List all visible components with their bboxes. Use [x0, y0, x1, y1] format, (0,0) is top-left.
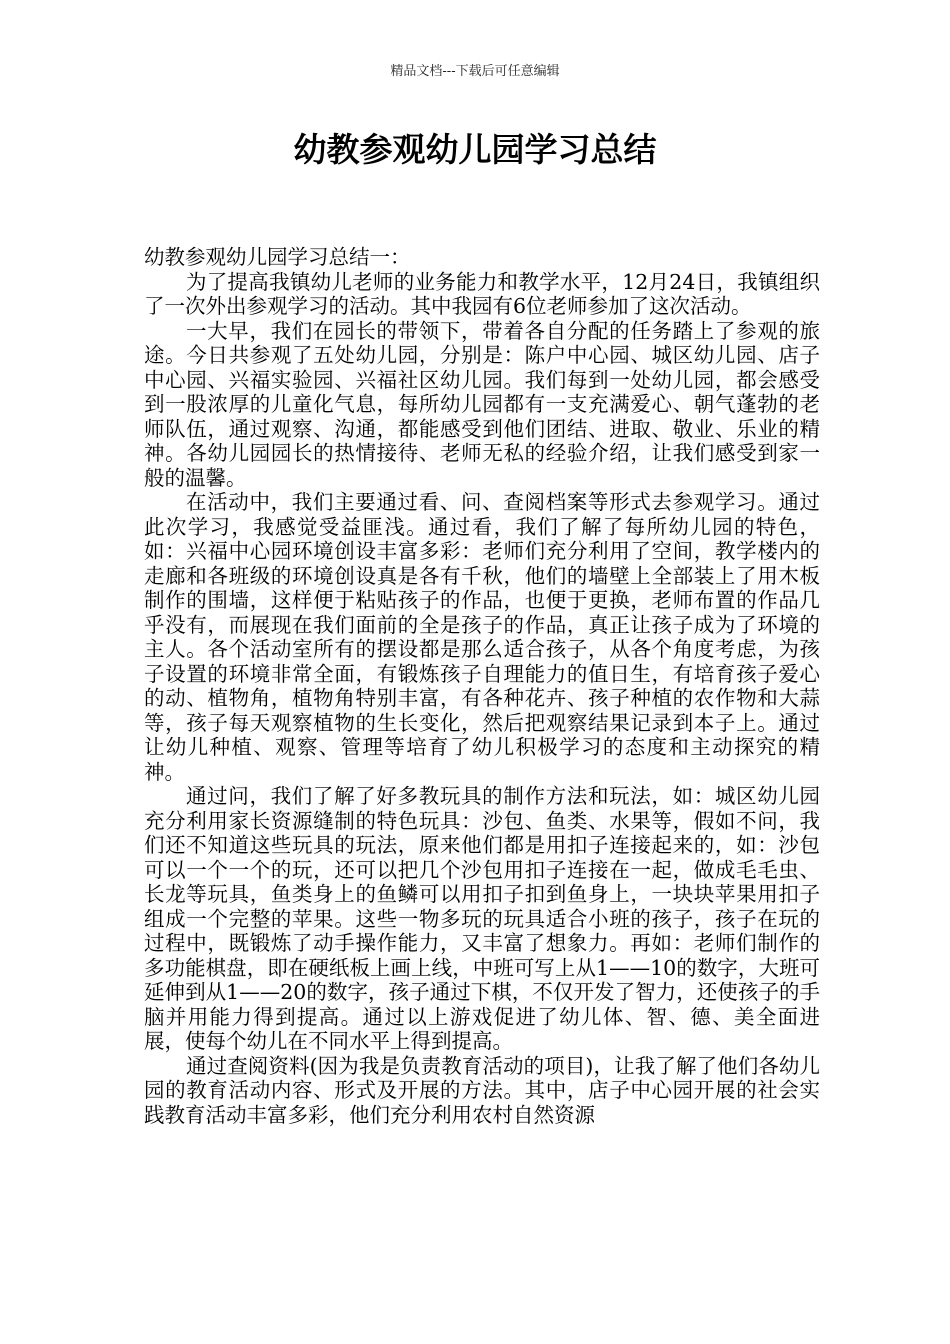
- page-header-note: 精品文档---下载后可任意编辑: [390, 64, 560, 79]
- paragraph-5: 通过查阅资料(因为我是负责教育活动的项目)，让我了解了他们各幼儿园的教育活动内容、形式及开展的方法。其中，店子中心园开展的社会实践教育活动丰富多彩，他们充分利用农村自然资源: [144, 1053, 820, 1127]
- section-heading: 幼教参观幼儿园学习总结一：: [144, 245, 411, 269]
- paragraph-3: 在活动中，我们主要通过看、问、查阅档案等形式去参观学习。通过此次学习，我感觉受益匪浅。通过看，我们了解了每所幼儿园的特色，如：兴福中心园环境创设丰富多彩：老师们充分利用了空间，教学楼内的走廊和各班级的环境创设真是各有千秋，他们的墙壁上全部装上了用木板制作的围墙，这样便于粘贴孩子的作品，也便于更换，老师布置的作品几乎没有，而展现在我们面前的全是孩子的作品，真正让孩子成为了环境的主人。各个活动室所有的摆设都是那么适合孩子，从各个角度考虑，为孩子设置的环境非常全面，有锻炼孩子自理能力的值日生，有培育孩子爱心的动、植物角，植物角特别丰富，有各种花卉、孩子种植的农作物和大蒜等，孩子每天观察植物的生长变化，然后把观察结果记录到本子上。通过让幼儿种植、观察、管理等培育了幼儿积极学习的态度和主动探究的精神。: [144, 490, 820, 784]
- document-title: 幼教参观幼儿园学习总结: [293, 130, 657, 169]
- paragraph-4: 通过问，我们了解了好多教玩具的制作方法和玩法，如：城区幼儿园充分利用家长资源缝制的特色玩具：沙包、鱼类、水果等，假如不问，我们还不知道这些玩具的玩法，原来他们都是用扣子连接起来的，如：沙包可以一个一个的玩，还可以把几个沙包用扣子连接在一起，做成毛毛虫、长龙等玩具，鱼类身上的鱼鳞可以用扣子扣到鱼身上，一块块苹果用扣子组成一个完整的苹果。这些一物多玩的玩具适合小班的孩子，孩子在玩的过程中，既锻炼了动手操作能力，又丰富了想象力。再如：老师们制作的多功能棋盘，即在硬纸板上画上线，中班可写上从1——10的数字，大班可延伸到从1——20的数字，孩子通过下棋，不仅开发了智力，还使孩子的手脑并用能力得到提高。通过以上游戏促进了幼儿体、智、德、美全面进展，使每个幼儿在不同水平上得到提高。: [144, 784, 820, 1053]
- paragraph-2: 一大早，我们在园长的带领下，带着各自分配的任务踏上了参观的旅途。今日共参观了五处幼儿园，分别是：陈户中心园、城区幼儿园、店子中心园、兴福实验园、兴福社区幼儿园。我们每到一处幼儿园，都会感受到一股浓厚的儿童化气息，每所幼儿园都有一支充满爱心、朝气蓬勃的老师队伍，通过观察、沟通，都能感受到他们团结、进取、敬业、乐业的精神。各幼儿园园长的热情接待、老师无私的经验介绍，让我们感受到家一般的温馨。: [144, 318, 820, 490]
- paragraph-1: 为了提高我镇幼儿老师的业务能力和教学水平，12月24日，我镇组织了一次外出参观学习的活动。其中我园有6位老师参加了这次活动。: [144, 269, 820, 318]
- document-body: [144, 245, 820, 1127]
